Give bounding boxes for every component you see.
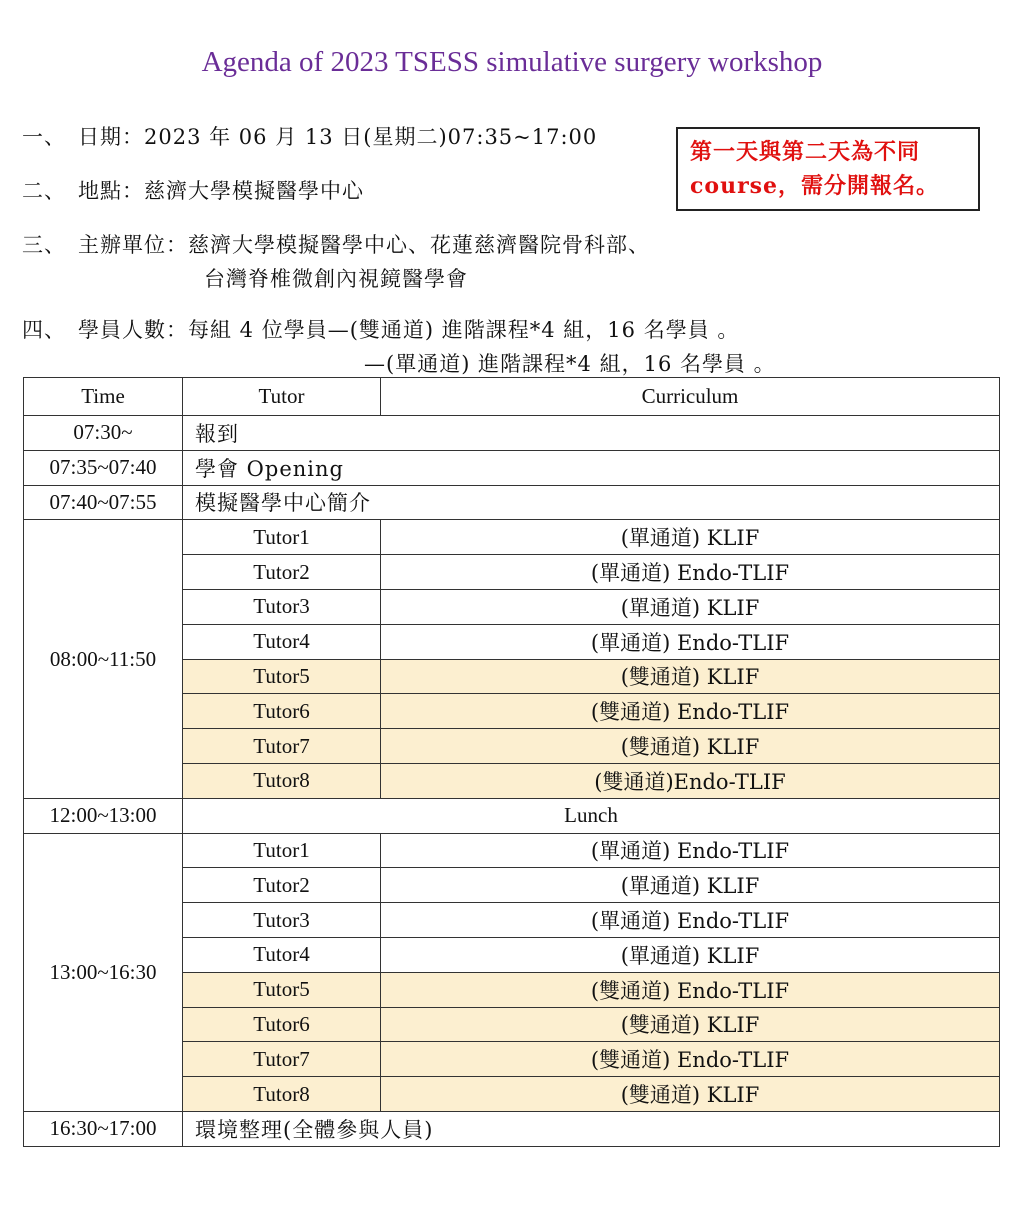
table-header-row [24, 378, 1000, 416]
opening-item: 學會 Opening [183, 450, 1000, 485]
afternoon-curriculum: (雙通道) KLIF [381, 1077, 1000, 1112]
opening-time: 07:35~07:40 [24, 450, 183, 485]
morning-curriculum: (雙通道) Endo-TLIF [381, 694, 1000, 729]
afternoon-tutor: Tutor1 [183, 833, 381, 868]
morning-tutor: Tutor2 [183, 555, 381, 590]
agenda-table [23, 377, 1000, 1147]
morning-time: 08:00~11:50 [24, 520, 183, 798]
morning-tutor: Tutor6 [183, 694, 381, 729]
place-number: 二、 [22, 179, 66, 203]
morning-tutor: Tutor3 [183, 589, 381, 624]
morning-tutor: Tutor5 [183, 659, 381, 694]
place-line [22, 175, 364, 205]
count-text-2: —(單通道) 進階課程*4 組，16 名學員 。 [364, 352, 776, 376]
afternoon-curriculum: (單通道) KLIF [381, 937, 1000, 972]
afternoon-tutor: Tutor7 [183, 1042, 381, 1077]
afternoon-curriculum: (單通道) Endo-TLIF [381, 903, 1000, 938]
afternoon-curriculum: (雙通道) Endo-TLIF [381, 972, 1000, 1007]
morning-curriculum: (單通道) Endo-TLIF [381, 555, 1000, 590]
host-line [22, 229, 650, 259]
table-row [24, 485, 1000, 520]
table-row [24, 1111, 1000, 1146]
table-row [24, 520, 1000, 555]
lunch-item: Lunch [183, 798, 1000, 833]
afternoon-curriculum: (單通道) Endo-TLIF [381, 833, 1000, 868]
table-row [24, 450, 1000, 485]
morning-curriculum: (單通道) KLIF [381, 520, 1000, 555]
notice-line-2: course，需分開報名。 [690, 173, 940, 199]
afternoon-curriculum: (雙通道) KLIF [381, 1007, 1000, 1042]
morning-curriculum: (單通道) KLIF [381, 589, 1000, 624]
afternoon-tutor: Tutor5 [183, 972, 381, 1007]
afternoon-tutor: Tutor4 [183, 937, 381, 972]
date-line [22, 121, 597, 151]
morning-curriculum: (單通道) Endo-TLIF [381, 624, 1000, 659]
morning-tutor: Tutor7 [183, 729, 381, 764]
morning-curriculum: (雙通道) KLIF [381, 659, 1000, 694]
header-tutor: Tutor [183, 378, 381, 416]
notice-line-1: 第一天與第二天為不同 [690, 139, 921, 165]
date-text: 日期：2023 年 06 月 13 日(星期二)07:35~17:00 [78, 125, 598, 149]
count-text-1: 學員人數：每組 4 位學員—(雙通道) 進階課程*4 組，16 名學員 。 [78, 318, 740, 342]
morning-tutor: Tutor4 [183, 624, 381, 659]
morning-tutor: Tutor8 [183, 763, 381, 798]
afternoon-tutor: Tutor8 [183, 1077, 381, 1112]
lunch-time: 12:00~13:00 [24, 798, 183, 833]
checkin-item: 報到 [183, 416, 1000, 451]
morning-curriculum: (雙通道)Endo-TLIF [381, 763, 1000, 798]
afternoon-tutor: Tutor3 [183, 903, 381, 938]
checkin-time: 07:30~ [24, 416, 183, 451]
afternoon-curriculum: (單通道) KLIF [381, 868, 1000, 903]
registration-notice [676, 127, 980, 211]
page-title: Agenda of 2023 TSESS simulative surgery workshop [201, 46, 823, 78]
intro-time: 07:40~07:55 [24, 485, 183, 520]
table-row [24, 798, 1000, 833]
host-text-2: 台灣脊椎微創內視鏡醫學會 [204, 267, 468, 291]
afternoon-tutor: Tutor6 [183, 1007, 381, 1042]
morning-curriculum: (雙通道) KLIF [381, 729, 1000, 764]
header-time: Time [24, 378, 183, 416]
header-curriculum: Curriculum [381, 378, 1000, 416]
table-row [24, 833, 1000, 868]
host-text-1: 主辦單位：慈濟大學模擬醫學中心、花蓮慈濟醫院骨科部、 [78, 233, 650, 257]
cleanup-item: 環境整理(全體參與人員) [183, 1111, 1000, 1146]
place-text: 地點：慈濟大學模擬醫學中心 [78, 179, 364, 203]
morning-tutor: Tutor1 [183, 520, 381, 555]
intro-item: 模擬醫學中心簡介 [183, 485, 1000, 520]
afternoon-time: 13:00~16:30 [24, 833, 183, 1111]
afternoon-curriculum: (雙通道) Endo-TLIF [381, 1042, 1000, 1077]
count-number: 四、 [22, 318, 66, 342]
host-number: 三、 [22, 233, 66, 257]
count-line [22, 314, 739, 344]
table-row [24, 416, 1000, 451]
afternoon-tutor: Tutor2 [183, 868, 381, 903]
cleanup-time: 16:30~17:00 [24, 1111, 183, 1146]
date-number: 一、 [22, 125, 66, 149]
